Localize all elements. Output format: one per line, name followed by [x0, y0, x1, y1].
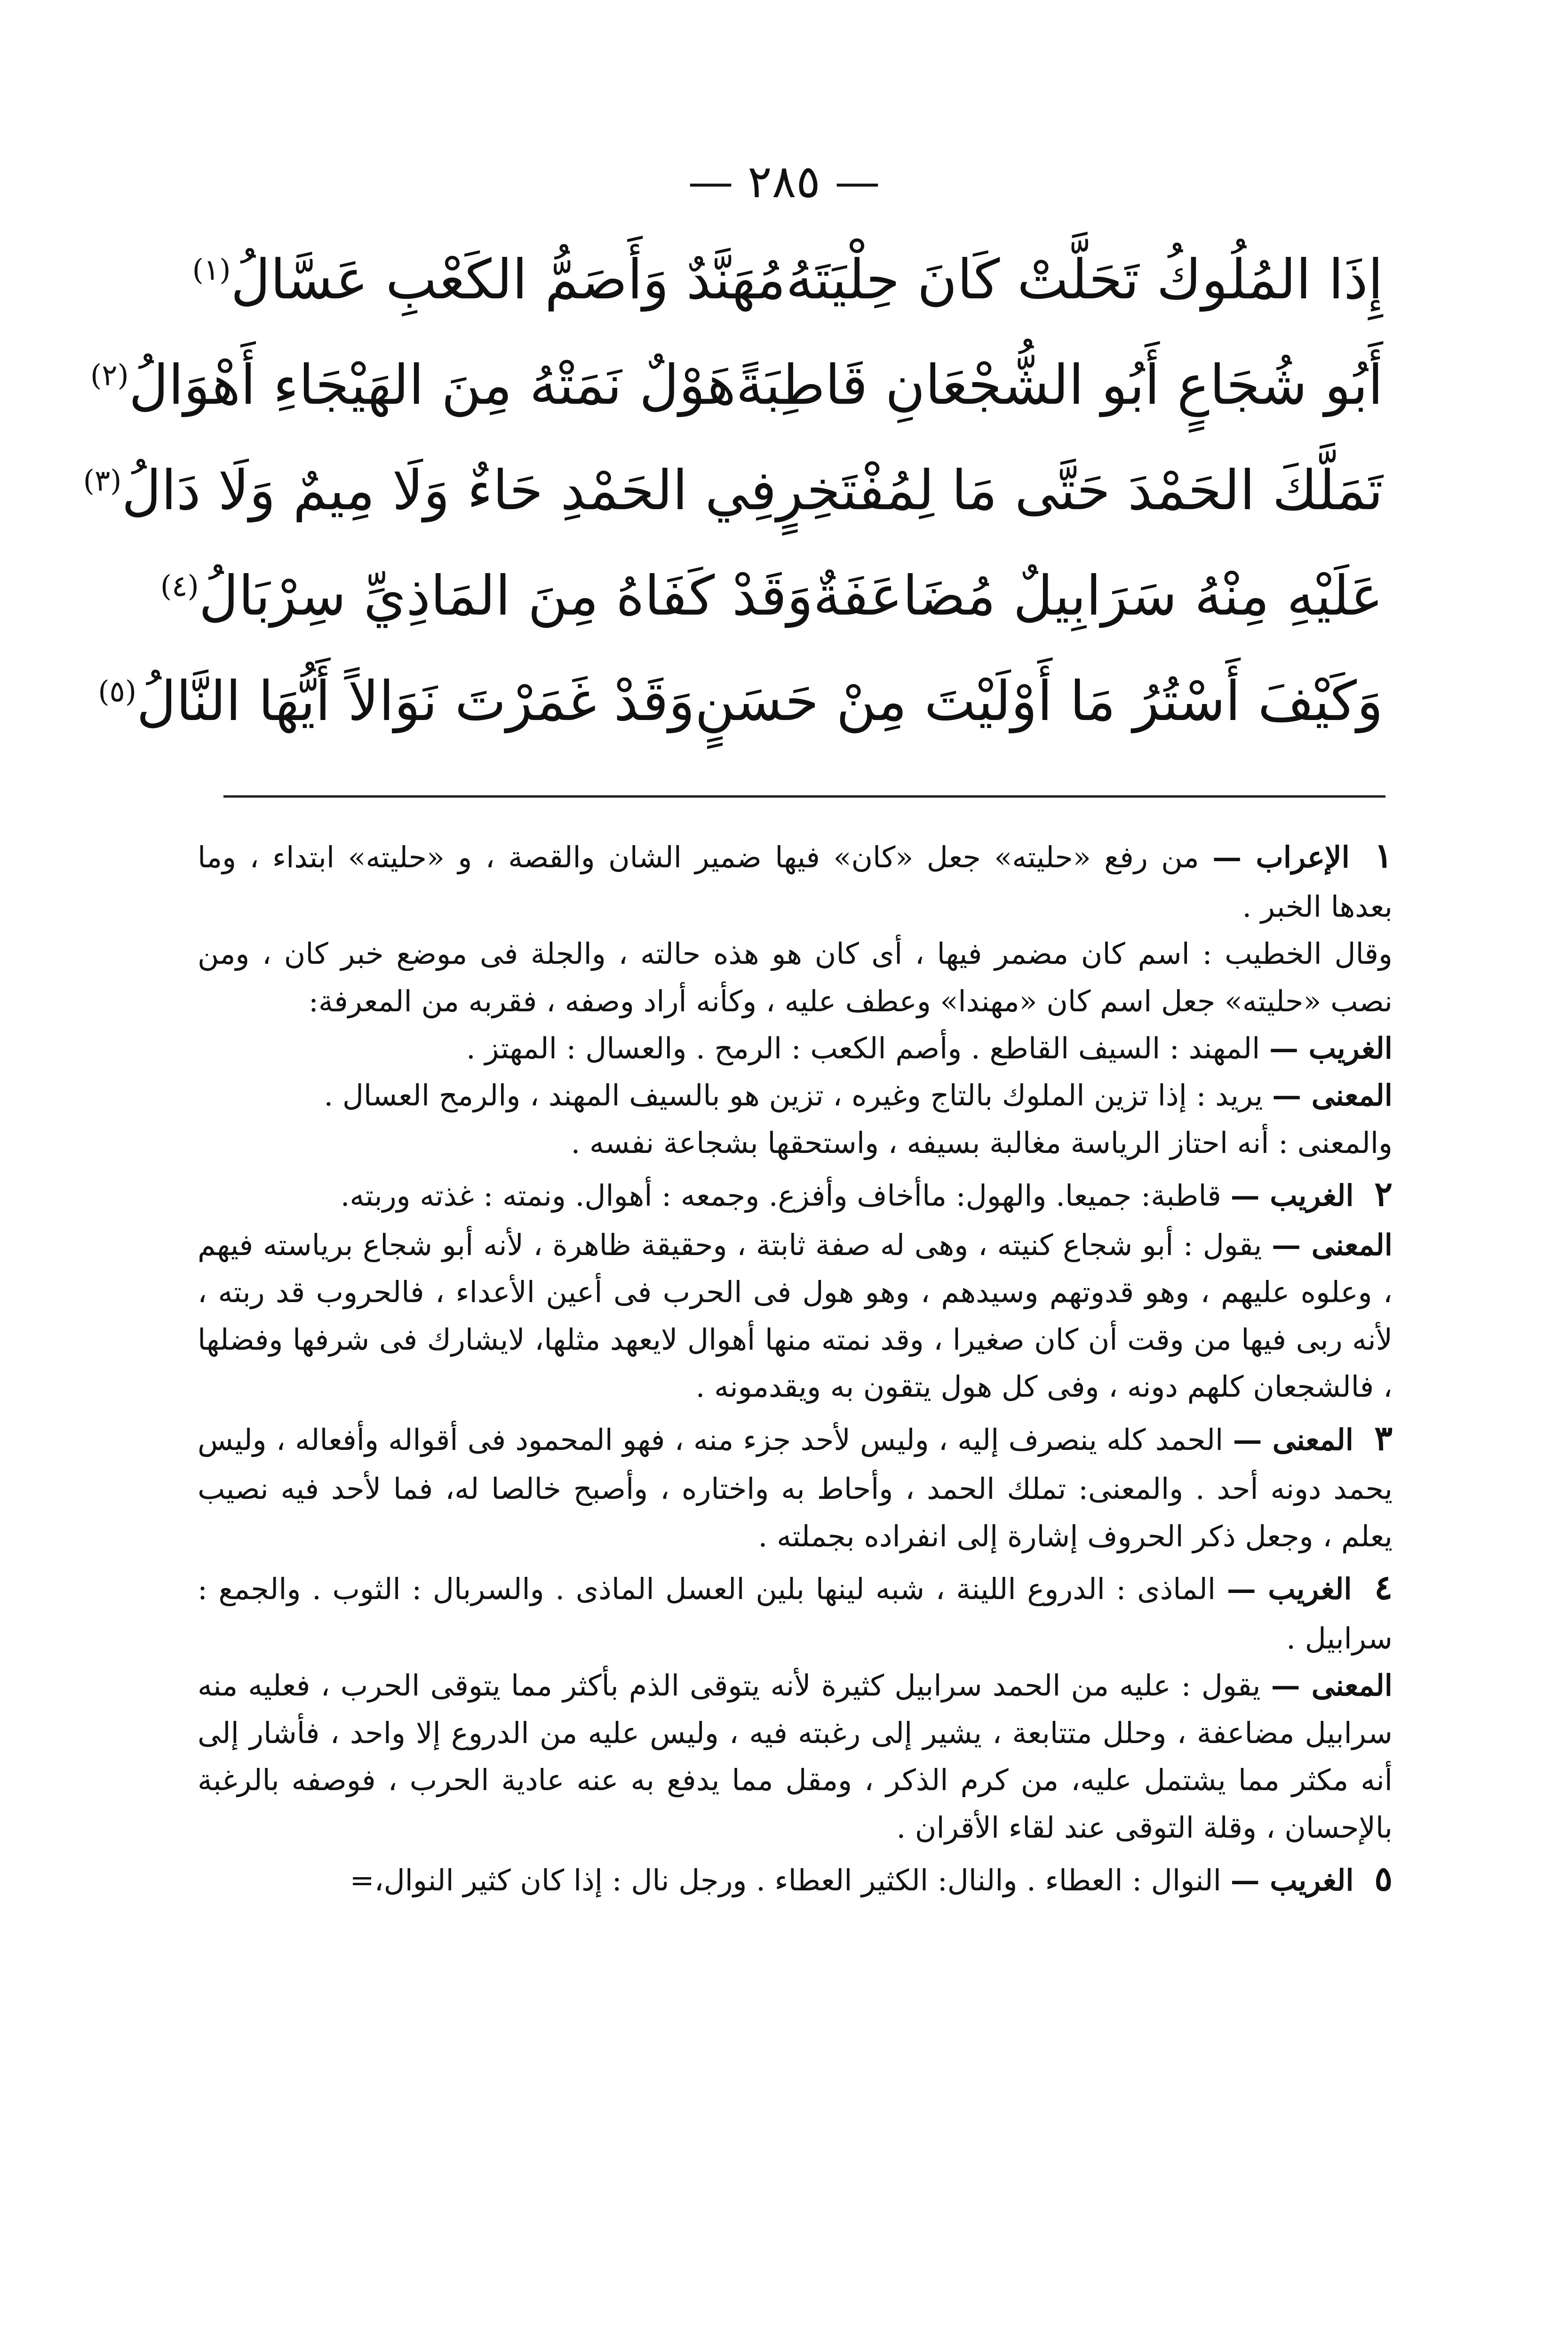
- note-2-text-2: يقول : أبو شجاع كنيته ، وهى له صفة ثابتة ، وحقيقة ظاهرة ، لأنه أبو شجاع برياسته فيهم ، وعلوه عليهم ، وهو قدوتهم وسيدهم ، وهو هول فى الحرب فى أعين الأعداء ، فالحروب قد ربته ، لأنه ربى فيها من وقت أن كان صغيرا ، وقد نمته منها أهوال لايعهد مثلها، لايشارك فى شرفها وفضلها ، فالشجعان كلهم دونه ، وفى كل هول يتقون به ويقدمونه .: [198, 1227, 1393, 1404]
- footnote-divider: [223, 795, 1385, 798]
- poem: [83, 245, 1383, 772]
- verse-2-second-hemistich: [90, 350, 736, 421]
- verse-4-second-text: وَقَدْ كَفَاهُ مِنَ المَاذِيِّ سِرْبَالُ: [199, 564, 813, 628]
- note-1-para-1: [198, 828, 1393, 930]
- note-2-para-2: [198, 1222, 1393, 1411]
- note-1-text-1: من رفع «حليته» جعل «كان» فيها ضمير الشان والقصة ، و «حليته» ابتداء ، وما بعدها الخبر .: [198, 840, 1393, 924]
- note-2-para-1: [198, 1167, 1393, 1222]
- note-1-heading-1: الإعراب —: [1212, 840, 1350, 874]
- note-1-heading-4: المعنى —: [1272, 1078, 1393, 1113]
- note-4-para-2: [198, 1662, 1393, 1851]
- verse-1-footnote-ref: (١): [192, 252, 231, 287]
- note-3-heading-1: المعنى —: [1233, 1422, 1354, 1457]
- note-1-para-3: [198, 1025, 1393, 1072]
- verse-1-first-hemistich: إِذَا المُلُوكُ تَحَلَّتْ كَانَ حِلْيَتَهُ: [786, 248, 1383, 312]
- note-2-heading-1: الغريب —: [1230, 1178, 1354, 1213]
- note-3-text-1: الحمد كله ينصرف إليه ، وليس لأحد جزء منه ، فهو المحمود فى أقواله وأفعاله ، وليس يحمد دونه أحد . والمعنى: تملك الحمد ، وأحاط به واختاره ، وأصبح خالصا له، فما لأحد فيه نصيب يعلم ، وجعل ذكر الحروف إشارة إلى انفراده بجملته .: [198, 1422, 1393, 1553]
- poem-verse-3: [83, 456, 1383, 561]
- note-1-heading-3: الغريب —: [1269, 1031, 1393, 1065]
- note-5-number: ٥: [1374, 1858, 1393, 1898]
- verse-4-second-hemistich: [160, 561, 813, 632]
- verse-4-footnote-ref: (٤): [160, 568, 199, 603]
- verse-3-second-text: فِي الحَمْدِ حَاءٌ وَلَا مِيمٌ وَلَا دَالُ: [121, 459, 777, 522]
- verse-5-footnote-ref: (٥): [98, 674, 137, 709]
- page-number: — ٢٨٥ —: [688, 155, 880, 208]
- note-1-para-2: [198, 930, 1393, 1025]
- note-4-text-2: يقول : عليه من الحمد سرابيل كثيرة لأنه يتوقى الذم بأكثر مما يتوقى الحرب ، فعليه منه سرابيل مضاعفة ، وحلل متتابعة ، يشير إلى رغبته فيه ، وليس عليه من الدروع إلا واحد ، فأشار إلى أنه مكثر مما يشتمل عليه، من كرم الذكر ، ومقل مما يدفع به عنه عادية الحرب ، فوصفه بالرغبة بالإحسان ، وقلة التوقى عند لقاء الأقران .: [198, 1668, 1393, 1845]
- note-3-number: ٣: [1374, 1417, 1393, 1458]
- note-3-para-1: [198, 1411, 1393, 1560]
- note-1-para-5: [198, 1120, 1393, 1167]
- poem-verse-2: [90, 350, 1383, 456]
- note-5-text-1: النوال : العطاء . والنال: الكثير العطاء . ورجل نال : إذا كان كثير النوال،=: [350, 1863, 1221, 1897]
- verse-2-first-hemistich: أَبُو شُجَاعٍ أَبُو الشُّجْعَانِ قَاطِبَةً: [736, 353, 1383, 417]
- verse-4-first-hemistich: عَلَيْهِ مِنْهُ سَرَابِيلٌ مُضَاعَفَةٌ: [813, 564, 1383, 628]
- note-1-text-4: يريد : إذا تزين الملوك بالتاج وغيره ، تزين هو بالسيف المهند ، والرمح العسال .: [324, 1078, 1263, 1113]
- verse-1-second-text: مُهَنَّدٌ وَأَصَمُّ الكَعْبِ عَسَّالُ: [231, 248, 786, 312]
- note-2-number: ٢: [1374, 1174, 1393, 1214]
- note-1-number: ١: [1374, 835, 1393, 875]
- verse-2-footnote-ref: (٢): [90, 358, 129, 392]
- poem-verse-5: [98, 666, 1383, 772]
- note-4-heading-2: المعنى —: [1271, 1668, 1393, 1703]
- verse-2-second-text: هَوْلٌ نَمَتْهُ مِنَ الهَيْجَاءِ أَهْوَالُ: [128, 353, 736, 417]
- verse-1-second-hemistich: [192, 245, 786, 316]
- note-4-para-1: [198, 1560, 1393, 1662]
- poem-verse-4: [160, 561, 1383, 666]
- note-4-text-1: الماذى : الدروع اللينة ، شبه لينها بلين العسل الماذى . والسربال : الثوب . والجمع : سرابيل .: [198, 1572, 1393, 1656]
- verse-3-first-hemistich: تَمَلَّكَ الحَمْدَ حَتَّى مَا لِمُفْتَخِرٍ: [776, 459, 1383, 522]
- poem-verse-1: [192, 245, 1383, 350]
- note-2-heading-2: المعنى —: [1272, 1227, 1393, 1262]
- verse-3-footnote-ref: (٣): [83, 463, 122, 498]
- note-1-text-3: المهند : السيف القاطع . وأصم الكعب : الرمح . والعسال : المهتز .: [466, 1031, 1260, 1065]
- note-4-number: ٤: [1374, 1567, 1393, 1608]
- note-1-para-4: [198, 1072, 1393, 1119]
- verse-5-second-text: وَقَدْ غَمَرْتَ نَوَالاً أَيُّهَا النَّالُ: [136, 670, 695, 733]
- note-4-heading-1: الغريب —: [1226, 1572, 1352, 1607]
- verse-3-second-hemistich: [83, 456, 777, 527]
- note-1-text-5: والمعنى : أنه احتاز الرياسة مغالبة بسيفه ، واستحقها بشجاعة نفسه .: [571, 1125, 1393, 1160]
- footnotes: [198, 828, 1393, 1906]
- note-2-text-1: قاطبة: جميعا. والهول: ماأخاف وأفزع. وجمعه : أهوال. ونمته : غذته وربته.: [340, 1178, 1221, 1213]
- note-5-heading-1: الغريب —: [1230, 1863, 1354, 1897]
- note-5-para-1: [198, 1851, 1393, 1906]
- verse-5-second-hemistich: [98, 666, 695, 737]
- verse-5-first-hemistich: وَكَيْفَ أَسْتُرُ مَا أَوْلَيْتَ مِنْ حَسَنٍ: [694, 670, 1383, 733]
- note-1-text-2: وقال الخطيب : اسم كان مضمر فيها ، أى كان هو هذه حالته ، والجلة فى موضع خبر كان ، ومن نصب «حليته» جعل اسم كان «مهندا» وعطف عليه ، وكأنه أراد وصفه ، فقربه من المعرفة:: [198, 936, 1393, 1018]
